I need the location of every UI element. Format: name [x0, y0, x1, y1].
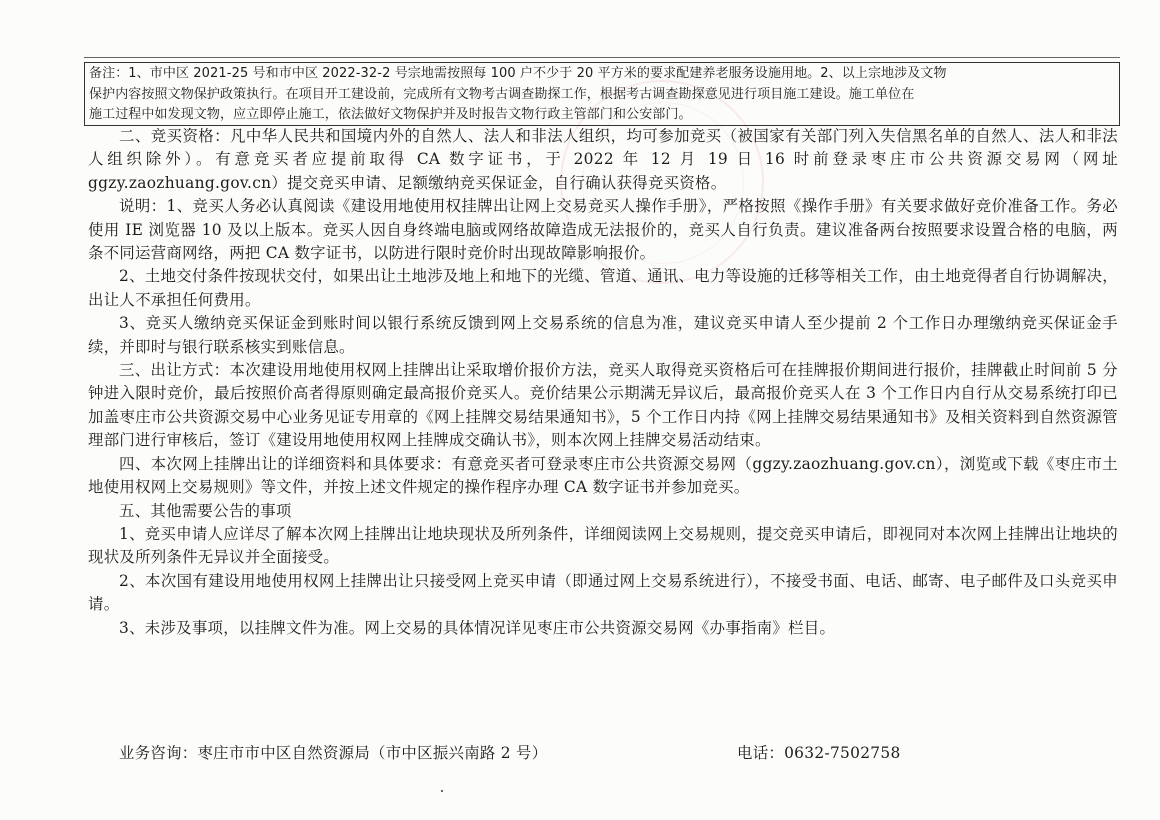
remarks-line-2: 保护内容按照文物保护政策执行。在项目开工建设前，完成所有文物考古调查勘探工作，根据考古调查勘探意见进行项目施工建设。施工单位在 [89, 86, 915, 102]
announcement-body [88, 125, 1118, 640]
section-4-details: 四、本次网上挂牌出让的详细资料和具体要求：有意竞买者可登录枣庄市公共资源交易网（ggzy.zaozhuang.gov.cn），浏览或下载《枣庄市土地使用权网上交易规则》等文件，并按上述文件规定的操作程序办理 CA 数字证书并参加竞买。 [88, 454, 1118, 497]
remarks-line-3: 施工过程中如发现文物，应立即停止施工，依法做好文物保护并及时报告文物行政主管部门和公安部门。 [89, 107, 692, 122]
note-3-deposit: 3、竞买人缴纳竞买保证金到账时间以银行系统反馈到网上交易系统的信息为准，建议竞买申请人至少提前 2 个工作日办理缴纳竞买保证金手续，并即时与银行联系核实到账信息。 [88, 314, 1118, 356]
top-rule [84, 57, 1120, 58]
scan-speck [441, 790, 443, 792]
section-3-transfer-method: 三、出让方式：本次建设用地使用权网上挂牌出让采取增价报价方法，竞买人取得竞买资格后可在挂牌报价期间进行报价，挂牌截止时间前 5 分钟进入限时竞价，最后按照价高者得原则确定最高报价竞买人。竞价结果公示期满无异议后，最高报价竞买人在 3 个工作日内自行从交易系统打印已加盖枣庄市公共资源交易中心业务见证专用章的《网上挂牌交易结果通知书》，5 个工作日内持《网上挂牌交易结果通知书》及相关资料到自然资源管理部门进行审核后，签订《建设用地使用权网上挂牌成交确认书》，则本次网上挂牌交易活动结束。 [88, 361, 1118, 450]
section-2-qualification: 二、竞买资格：凡中华人民共和国境内外的自然人、法人和非法人组织，均可参加竞买（被国家有关部门列入失信黑名单的自然人、法人和非法人组织除外）。有意竞买者应提前取得 CA 数字证书，于 2022 年 12 月 19 日 16 时前登录枣庄市公共资源交易网（网址 ggzy.zaozhuang.gov.cn）提交竞买申请、足额缴纳竞买保证金，自行确认获得竞买资格。 [88, 127, 1118, 192]
contact-line [119, 741, 1119, 765]
contact-office: 业务咨询：枣庄市市中区自然资源局（市中区振兴南路 2 号） [119, 744, 548, 762]
contact-phone: 电话：0632-7502758 [737, 744, 901, 762]
item-5-1: 1、竞买申请人应详尽了解本次网上挂牌出让地块现状及所列条件，详细阅读网上交易规则，提交竞买申请后，即视同对本次网上挂牌出让地块的现状及所列条件无异议并全面接受。 [88, 524, 1118, 567]
section-5-heading: 五、其他需要公告的事项 [119, 501, 292, 520]
note-1-operation-manual: 说明：1、竞买人务必认真阅读《建设用地使用权挂牌出让网上交易竞买人操作手册》，严格按照《操作手册》有关要求做好竞价准备工作。务必使用 IE 浏览器 10 及以上版本。竞买人因自身终端电脑或网络故障造成无法报价的，竞买人自行负责。建议准备两台按照要求设置合格的电脑，两条不同运营商网络，两把 CA 数字证书，以防进行限时竞价时出现故障影响报价。 [88, 197, 1118, 263]
item-5-2: 2、本次国有建设用地使用权网上挂牌出让只接受网上竞买申请（即通过网上交易系统进行），不接受书面、电话、邮寄、电子邮件及口头竞买申请。 [88, 571, 1118, 614]
item-5-3: 3、未涉及事项，以挂牌文件为准。网上交易的具体情况详见枣庄市公共资源交易网《办事指南》栏目。 [119, 618, 836, 637]
note-2-land-delivery: 2、土地交付条件按现状交付，如果出让土地涉及地上和地下的光缆、管道、通讯、电力等设施的迁移等相关工作，由土地竞得者自行协调解决，出让人不承担任何费用。 [88, 267, 1118, 309]
remarks-line-1: 备注：1、市中区 2021-25 号和市中区 2022-32-2 号宗地需按照每 100 户不少于 20 平方米的要求配建养老服务设施用地。2、以上宗地涉及文物 [89, 66, 947, 81]
remarks-box [84, 62, 1120, 126]
